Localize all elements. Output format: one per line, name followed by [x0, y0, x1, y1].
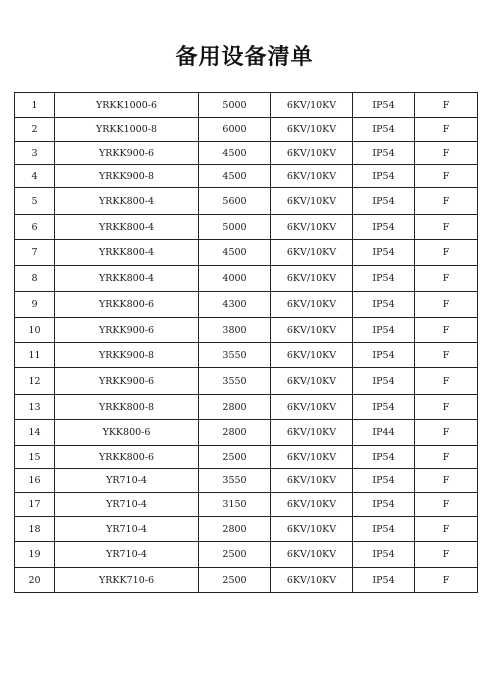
cell-number: 6	[15, 215, 55, 240]
cell-power: 4500	[199, 142, 271, 165]
cell-model: YRKK900-6	[55, 142, 199, 165]
cell-ip-rating: IP44	[353, 420, 415, 446]
table-row	[15, 142, 478, 165]
table-row	[15, 118, 478, 142]
table-row	[15, 420, 478, 446]
cell-voltage: 6KV/10KV	[271, 118, 353, 142]
cell-insulation-class: F	[415, 93, 478, 118]
cell-number: 17	[15, 493, 55, 517]
cell-insulation-class: F	[415, 469, 478, 493]
cell-model: YR710-4	[55, 493, 199, 517]
cell-number: 4	[15, 165, 55, 188]
cell-model: YRKK1000-8	[55, 118, 199, 142]
cell-number: 5	[15, 188, 55, 215]
table-row	[15, 493, 478, 517]
cell-voltage: 6KV/10KV	[271, 165, 353, 188]
cell-ip-rating: IP54	[353, 395, 415, 420]
cell-model: YRKK900-6	[55, 318, 199, 343]
cell-ip-rating: IP54	[353, 469, 415, 493]
cell-power: 3550	[199, 343, 271, 368]
cell-voltage: 6KV/10KV	[271, 240, 353, 266]
table-row	[15, 266, 478, 292]
cell-number: 1	[15, 93, 55, 118]
cell-ip-rating: IP54	[353, 568, 415, 593]
page-title: 备用设备清单	[175, 45, 314, 70]
table-row	[15, 343, 478, 368]
cell-insulation-class: F	[415, 240, 478, 266]
equipment-table-body	[15, 93, 478, 593]
cell-voltage: 6KV/10KV	[271, 368, 353, 395]
cell-ip-rating: IP54	[353, 93, 415, 118]
cell-power: 4500	[199, 240, 271, 266]
cell-ip-rating: IP54	[353, 292, 415, 318]
cell-voltage: 6KV/10KV	[271, 343, 353, 368]
cell-voltage: 6KV/10KV	[271, 542, 353, 568]
table-row	[15, 292, 478, 318]
cell-ip-rating: IP54	[353, 142, 415, 165]
cell-voltage: 6KV/10KV	[271, 266, 353, 292]
cell-power: 2500	[199, 446, 271, 469]
table-row	[15, 165, 478, 188]
cell-model: YRKK900-8	[55, 343, 199, 368]
cell-voltage: 6KV/10KV	[271, 568, 353, 593]
cell-insulation-class: F	[415, 542, 478, 568]
cell-power: 4000	[199, 266, 271, 292]
cell-number: 20	[15, 568, 55, 593]
table-row	[15, 215, 478, 240]
cell-model: YRKK800-4	[55, 188, 199, 215]
cell-ip-rating: IP54	[353, 215, 415, 240]
cell-insulation-class: F	[415, 368, 478, 395]
cell-number: 19	[15, 542, 55, 568]
cell-model: YRKK800-6	[55, 292, 199, 318]
cell-model: YRKK800-4	[55, 266, 199, 292]
cell-number: 18	[15, 517, 55, 542]
cell-number: 7	[15, 240, 55, 266]
cell-power: 2500	[199, 568, 271, 593]
cell-model: YRKK800-4	[55, 240, 199, 266]
cell-model: YR710-4	[55, 542, 199, 568]
cell-ip-rating: IP54	[353, 517, 415, 542]
cell-voltage: 6KV/10KV	[271, 142, 353, 165]
cell-ip-rating: IP54	[353, 368, 415, 395]
cell-model: YRKK900-8	[55, 165, 199, 188]
cell-number: 9	[15, 292, 55, 318]
cell-number: 3	[15, 142, 55, 165]
cell-voltage: 6KV/10KV	[271, 493, 353, 517]
cell-insulation-class: F	[415, 215, 478, 240]
cell-power: 5000	[199, 215, 271, 240]
table-row	[15, 542, 478, 568]
cell-insulation-class: F	[415, 343, 478, 368]
cell-model: YKK800-6	[55, 420, 199, 446]
cell-ip-rating: IP54	[353, 318, 415, 343]
cell-power: 2800	[199, 420, 271, 446]
cell-power: 3550	[199, 368, 271, 395]
cell-ip-rating: IP54	[353, 266, 415, 292]
cell-voltage: 6KV/10KV	[271, 93, 353, 118]
cell-ip-rating: IP54	[353, 188, 415, 215]
table-row	[15, 517, 478, 542]
cell-ip-rating: IP54	[353, 343, 415, 368]
table-row	[15, 568, 478, 593]
cell-insulation-class: F	[415, 446, 478, 469]
table-row	[15, 469, 478, 493]
cell-number: 13	[15, 395, 55, 420]
cell-insulation-class: F	[415, 517, 478, 542]
cell-number: 11	[15, 343, 55, 368]
cell-ip-rating: IP54	[353, 165, 415, 188]
table-row	[15, 188, 478, 215]
cell-power: 3800	[199, 318, 271, 343]
cell-voltage: 6KV/10KV	[271, 395, 353, 420]
cell-ip-rating: IP54	[353, 493, 415, 517]
cell-power: 2800	[199, 395, 271, 420]
cell-voltage: 6KV/10KV	[271, 292, 353, 318]
cell-number: 15	[15, 446, 55, 469]
table-row	[15, 446, 478, 469]
cell-voltage: 6KV/10KV	[271, 420, 353, 446]
cell-insulation-class: F	[415, 568, 478, 593]
cell-power: 3150	[199, 493, 271, 517]
cell-model: YRKK800-8	[55, 395, 199, 420]
cell-voltage: 6KV/10KV	[271, 318, 353, 343]
cell-power: 4300	[199, 292, 271, 318]
cell-ip-rating: IP54	[353, 446, 415, 469]
cell-model: YR710-4	[55, 517, 199, 542]
table-row	[15, 318, 478, 343]
cell-number: 14	[15, 420, 55, 446]
cell-insulation-class: F	[415, 188, 478, 215]
cell-power: 6000	[199, 118, 271, 142]
cell-number: 2	[15, 118, 55, 142]
cell-model: YRKK1000-6	[55, 93, 199, 118]
cell-model: YRKK800-4	[55, 215, 199, 240]
cell-number: 10	[15, 318, 55, 343]
equipment-table	[14, 92, 478, 593]
cell-power: 2800	[199, 517, 271, 542]
cell-voltage: 6KV/10KV	[271, 188, 353, 215]
cell-insulation-class: F	[415, 292, 478, 318]
cell-number: 12	[15, 368, 55, 395]
cell-insulation-class: F	[415, 395, 478, 420]
table-row	[15, 93, 478, 118]
cell-number: 8	[15, 266, 55, 292]
table-row	[15, 368, 478, 395]
table-row	[15, 240, 478, 266]
cell-power: 5000	[199, 93, 271, 118]
cell-voltage: 6KV/10KV	[271, 215, 353, 240]
cell-insulation-class: F	[415, 318, 478, 343]
cell-insulation-class: F	[415, 165, 478, 188]
cell-insulation-class: F	[415, 266, 478, 292]
cell-model: YRKK800-6	[55, 446, 199, 469]
cell-voltage: 6KV/10KV	[271, 469, 353, 493]
cell-ip-rating: IP54	[353, 542, 415, 568]
cell-insulation-class: F	[415, 118, 478, 142]
cell-power: 4500	[199, 165, 271, 188]
cell-model: YRKK710-6	[55, 568, 199, 593]
cell-voltage: 6KV/10KV	[271, 517, 353, 542]
cell-power: 2500	[199, 542, 271, 568]
cell-power: 3550	[199, 469, 271, 493]
cell-ip-rating: IP54	[353, 118, 415, 142]
cell-number: 16	[15, 469, 55, 493]
cell-insulation-class: F	[415, 493, 478, 517]
cell-model: YRKK900-6	[55, 368, 199, 395]
cell-insulation-class: F	[415, 142, 478, 165]
cell-insulation-class: F	[415, 420, 478, 446]
cell-ip-rating: IP54	[353, 240, 415, 266]
cell-power: 5600	[199, 188, 271, 215]
table-row	[15, 395, 478, 420]
cell-voltage: 6KV/10KV	[271, 446, 353, 469]
cell-model: YR710-4	[55, 469, 199, 493]
